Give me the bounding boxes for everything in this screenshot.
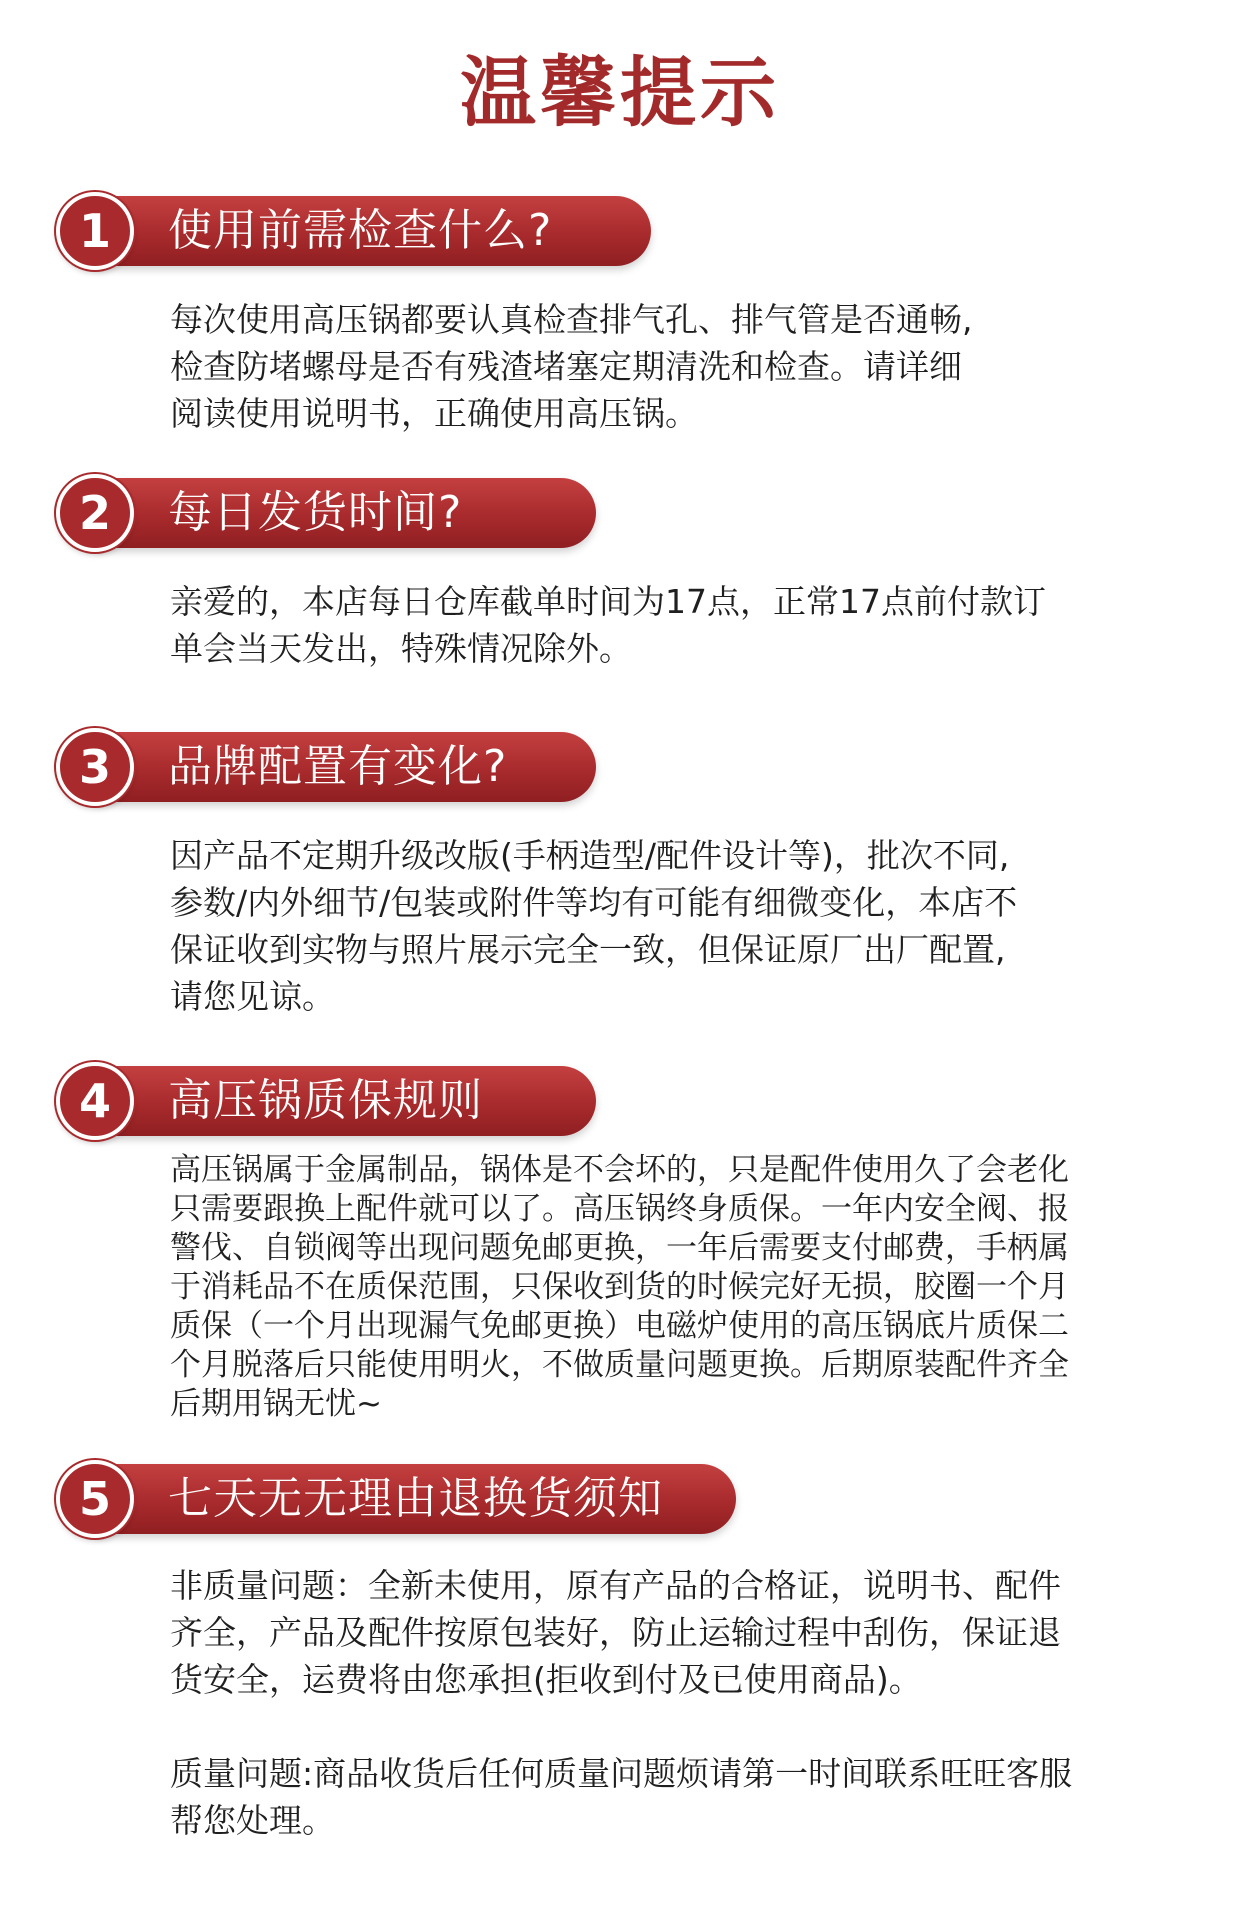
body-line: 保证收到实物与照片展示完全一致，但保证原厂出厂配置,	[170, 930, 1006, 969]
body-line: 齐全，产品及配件按原包装好，防止运输过程中刮伤，保证退	[170, 1613, 1061, 1652]
section-body-5	[170, 1562, 1072, 1844]
section-heading: 品牌配置有变化?	[168, 741, 508, 792]
section-number-badge: 3	[56, 728, 134, 806]
body-line-spacer	[170, 1703, 1072, 1750]
body-line: 质保（一个月出现漏气免邮更换）电磁炉使用的高压锅底片质保二	[170, 1308, 1069, 1344]
page-title: 温馨提示	[460, 48, 780, 137]
body-line: 只需要跟换上配件就可以了。高压锅终身质保。一年内安全阀、报	[170, 1191, 1069, 1227]
section-body-3	[170, 832, 1017, 1020]
body-line: 亲爱的，本店每日仓库截单时间为17点，正常17点前付款订	[170, 582, 1046, 621]
section-heading: 高压锅质保规则	[168, 1075, 483, 1126]
body-line: 帮您处理。	[170, 1801, 335, 1840]
body-line: 请您见谅。	[170, 977, 335, 1016]
body-line: 非质量问题：全新未使用，原有产品的合格证，说明书、配件	[170, 1566, 1061, 1605]
section-heading: 七天无无理由退换货须知	[168, 1473, 663, 1524]
section-body-4	[170, 1151, 1069, 1424]
section-number-badge: 4	[56, 1062, 134, 1140]
body-line: 参数/内外细节/包装或附件等均有可能有细微变化，本店不	[170, 883, 1018, 922]
body-line: 于消耗品不在质保范围，只保收到货的时候完好无损，胶圈一个月	[170, 1269, 1069, 1305]
section-body-2	[170, 578, 1046, 672]
body-line: 质量问题:商品收货后任何质量问题烦请第一时间联系旺旺客服	[170, 1754, 1073, 1793]
section-heading: 使用前需检查什么?	[168, 205, 553, 256]
body-line: 每次使用高压锅都要认真检查排气孔、排气管是否通畅,	[170, 300, 973, 339]
section-heading: 每日发货时间?	[168, 487, 463, 538]
body-line: 个月脱落后只能使用明火，不做质量问题更换。后期原装配件齐全	[170, 1347, 1069, 1383]
section-body-1	[170, 296, 973, 437]
body-line: 阅读使用说明书，正确使用高压锅。	[170, 394, 698, 433]
body-line: 检查防堵螺母是否有残渣堵塞定期清洗和检查。请详细	[170, 347, 962, 386]
body-line: 货安全，运费将由您承担(拒收到付及已使用商品)。	[170, 1660, 922, 1699]
body-line: 警伐、自锁阀等出现问题免邮更换，一年后需要支付邮费，手柄属	[170, 1230, 1069, 1266]
section-number-badge: 1	[56, 192, 134, 270]
body-line: 高压锅属于金属制品，锅体是不会坏的，只是配件使用久了会老化	[170, 1152, 1069, 1188]
body-line: 后期用锅无忧~	[170, 1386, 382, 1422]
section-number-badge: 2	[56, 474, 134, 552]
body-line: 因产品不定期升级改版(手柄造型/配件设计等)，批次不同,	[170, 836, 1010, 875]
section-number-badge: 5	[56, 1460, 134, 1538]
body-line: 单会当天发出，特殊情况除外。	[170, 629, 632, 668]
